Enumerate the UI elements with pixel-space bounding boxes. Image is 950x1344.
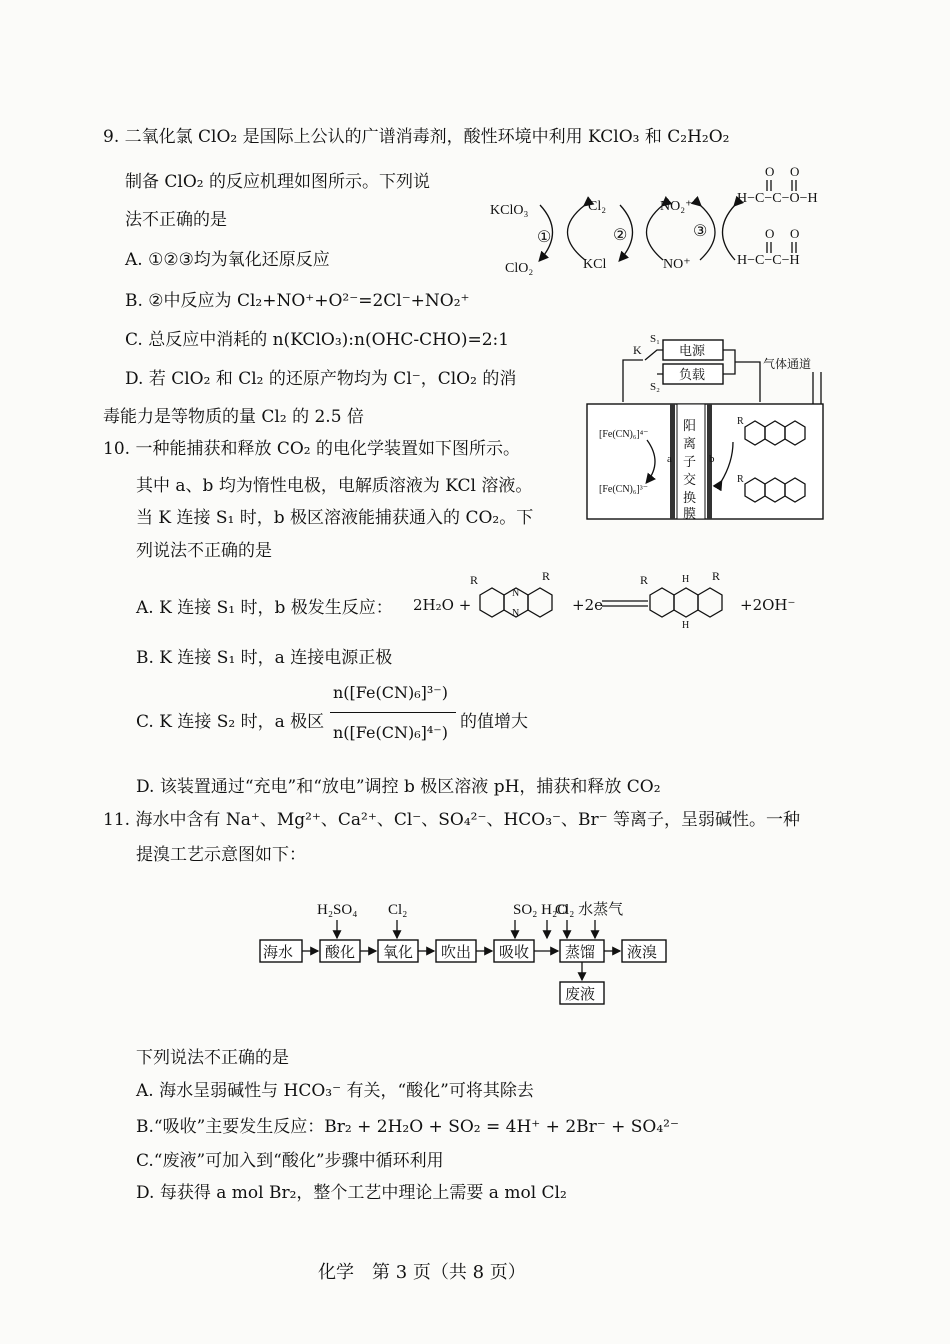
clo2-label: ClO₂ [505,261,534,276]
q10-option-a-water: 2H₂O + [413,596,472,614]
kcl-label: KCl [583,257,607,272]
phenazine-r-left: R [470,573,479,587]
membrane-char-4: 交 [683,472,697,487]
step1-circle: ① [537,229,552,246]
q10-option-a-electrons: +2e [572,596,603,614]
dihydro-r-left: R [640,573,649,587]
step-waste-liquid: 废液 [565,987,596,1003]
q10-option-c-suffix: 的值增大 [460,712,528,732]
q9-option-b: B. ②中反应为 Cl₂+NO⁺+O²⁻=2Cl⁻+NO₂⁺ [125,291,470,311]
q11-option-d: D. 每获得 a mol Br₂，整个工艺中理论上需要 a mol Cl₂ [136,1183,567,1203]
phenazine-r-right: R [542,569,551,583]
electrode-b-label: b [709,453,715,465]
q11-option-c: C.“废液”可加入到“酸化”步骤中循环利用 [136,1151,444,1171]
q9-mechanism-diagram [485,160,865,290]
page-footer: 化学 第 3 页（共 8 页） [318,1262,526,1283]
glyoxal-formula: H−C−C−H [737,253,800,268]
q10-stem-line4: 列说法不正确的是 [136,541,272,561]
s1-label: S₁ [650,333,660,345]
gas-channel-label: 气体通道 [763,357,812,371]
q9-stem-line2: 制备 ClO₂ 的反应机理如图所示。下列说 [125,172,431,192]
membrane-char-3: 子 [683,454,697,469]
reagent-cl2-steam: Cl₂ 水蒸气 [555,902,624,918]
oxalic-formula: H−C−C−O−H [737,191,818,206]
membrane-char-5: 换 [683,490,697,505]
step-blow-out: 吹出 [441,945,472,961]
no2plus-label: NO₂⁺ [660,199,693,214]
oxygen-1: O [765,164,775,179]
oxygen-4: O [790,226,800,241]
ferrocyanide-label: [Fe(CN)₆]⁴⁻ [599,429,649,440]
q9-option-d-line2: 毒能力是等物质的量 Cl₂ 的 2.5 倍 [103,407,364,427]
step3-circle: ③ [693,223,708,240]
membrane-char-2: 离 [683,436,697,451]
q10-option-a-prefix: A. K 连接 S₁ 时，b 极发生反应： [136,598,393,618]
q10-stem-line1: 10. 一种能捕获和释放 CO₂ 的电化学装置如下图所示。 [103,439,521,459]
q10-stem-line2: 其中 a、b 均为惰性电极，电解质溶液为 KCl 溶液。 [136,476,533,496]
membrane-char-6: 膜 [683,506,697,521]
q9-stem-line1: 9. 二氧化氯 ClO₂ 是国际上公认的广谱消毒剂，酸性环境中利用 KClO₃ 和 C₂H₂O₂ [103,127,730,147]
membrane-char-1: 阳 [683,418,697,433]
q10-phenazine-structure [470,570,570,630]
phenazine-n-top: N [512,588,520,599]
ferricyanide-label: [Fe(CN)₆]³⁻ [599,484,648,495]
cl2-label: Cl₂ [588,199,607,214]
q11-question: 下列说法不正确的是 [136,1048,289,1068]
k-switch-label: K [633,343,642,357]
q9-stem-line3: 法不正确的是 [125,210,227,230]
step-liquid-bromine: 液溴 [627,945,658,961]
q11-stem-line2: 提溴工艺示意图如下： [136,845,306,865]
bromine-process-flowchart [255,900,675,1010]
q11-option-a: A. 海水呈弱碱性与 HCO₃⁻ 有关，“酸化”可将其除去 [136,1081,534,1101]
q10-dihydrophenazine-structure [640,570,740,630]
noplus-label: NO⁺ [663,257,691,272]
dihydro-h-bottom: H [682,620,690,631]
step-oxidize: 氧化 [383,945,414,961]
power-source-label: 电源 [679,343,706,358]
reagent-h2so4: H₂SO₄ [317,902,358,918]
s2-label: S₂ [650,381,660,393]
q10-stem-line3: 当 K 连接 S₁ 时，b 极区溶液能捕获通入的 CO₂。下 [136,508,534,528]
electrode-a-label: a [667,453,672,465]
q9-option-d-line1: D. 若 ClO₂ 和 Cl₂ 的还原产物均为 Cl⁻，ClO₂ 的消 [125,369,517,389]
oxygen-3: O [765,226,775,241]
step-absorb: 吸收 [499,945,530,961]
dihydro-r-right: R [712,569,721,583]
reagent-cl2: Cl₂ [388,902,408,918]
q10-option-c-denominator: n([Fe(CN)₆]⁴⁻) [333,723,448,742]
r-group-2: R [737,474,744,485]
r-group-1: R [737,416,744,427]
q9-option-a: A. ①②③均为氧化还原反应 [125,250,330,270]
fraction-bar [330,712,456,713]
q10-apparatus-diagram [585,332,840,522]
step-seawater: 海水 [263,945,294,961]
q11-option-b: B.“吸收”主要发生反应：Br₂ + 2H₂O + SO₂ = 4H⁺ + 2Br⁻ + SO₄²⁻ [136,1117,679,1137]
load-label: 负载 [679,367,706,382]
reagent-so2-h2o: SO₂ H₂O [513,902,569,918]
q10-option-b: B. K 连接 S₁ 时，a 连接电源正极 [136,648,393,668]
q10-option-a-hydroxide: +2OH⁻ [740,596,796,614]
step-distill: 蒸馏 [565,945,596,961]
kclo3-label: KClO₃ [490,203,529,218]
step2-circle: ② [613,227,628,244]
q9-option-c: C. 总反应中消耗的 n(KClO₃):n(OHC-CHO)=2:1 [125,330,510,350]
dihydro-h-top: H [682,574,690,585]
oxygen-2: O [790,164,800,179]
q10-option-d: D. 该装置通过“充电”和“放电”调控 b 极区溶液 pH，捕获和释放 CO₂ [136,777,661,797]
q11-stem-line1: 11. 海水中含有 Na⁺、Mg²⁺、Ca²⁺、Cl⁻、SO₄²⁻、HCO₃⁻、Br⁻ 等离子，呈弱碱性。一种 [103,810,800,830]
step-acidify: 酸化 [325,945,356,961]
q10-option-c-numerator: n([Fe(CN)₆]³⁻) [333,683,448,702]
q10-option-c-prefix: C. K 连接 S₂ 时，a 极区 [136,712,325,732]
phenazine-n-bottom: N [512,608,520,619]
